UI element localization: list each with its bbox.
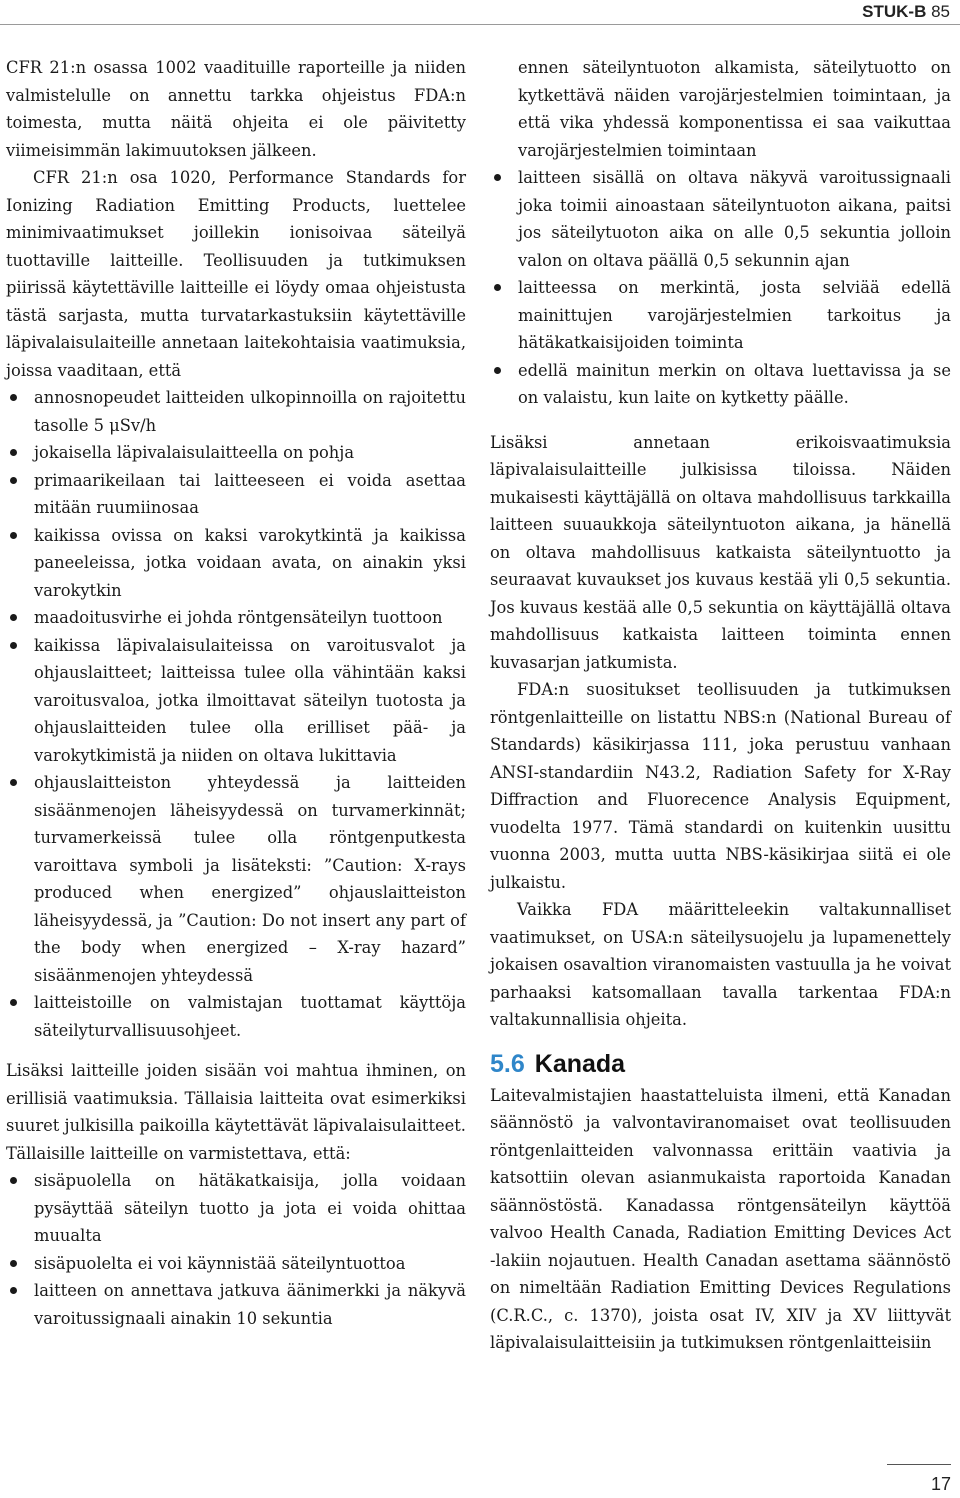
header-page-ref: 85 (931, 2, 950, 21)
paragraph: Lisäksi laitteille joiden sisään voi mahtua ihminen, on erillisiä vaatimuksia. Tällaisia laitteita ovat esimerkiksi suuret julkisilla paikoilla käytettävät läpivalaisulaitteet. Tällaisille laitteille on varmistettava, että: (6, 1061, 466, 1163)
list-item: jokaisella läpivalaisulaitteella on pohja (6, 439, 466, 467)
list-item: annosnopeudet laitteiden ulkopinnoilla on rajoitettu tasolle 5 μSv/h (6, 384, 466, 439)
section-title: Kanada (534, 1049, 626, 1078)
bullet-list (6, 384, 466, 1044)
list-item: ohjauslaitteiston yhteydessä ja laitteiden sisäänmenojen läheisyydessä on turvamerkinnät; turvamerkeissä tulee olla röntgenputkesta varoittava symboli ja lisäteksti: ”Caution: X-rays produced when energized” ohjauslaitteiston läheisyydessä, ja ”Caution: Do not insert any part of the body when energized – X-ray hazard” sisäänmenojen yhteydessä (6, 769, 466, 989)
list-item: primaarikeilaan tai laitteeseen ei voida asettaa mitään ruumiinosaa (6, 467, 466, 522)
section-number: 5.6 (490, 1049, 525, 1078)
paragraph: FDA:n suositukset teollisuuden ja tutkimuksen röntgenlaitteille on listattu NBS:n (National Bureau of Standards) käsikirjassa 111, joka perustuu vanhaan ANSI-standardiin N43.2, Radiation Safety for X-Ray Diffraction and Fluorecence Analysis Equipment, vuodelta 1977. Tämä standardi on kuitenkin uusittu vuonna 2003, mutta uutta NBS-käsikirjaa siitä ei ole julkaistu. (490, 680, 951, 892)
paragraph: Lisäksi annetaan erikoisvaatimuksia läpivalaisulaitteille julkisissa tiloissa. Näiden mukaisesti käyttäjällä on oltava mahdollisuus tarkkailla laitteen suuaukkoja säteilyntuoton aikana, ja hänellä on oltava mahdollisuus katkaista säteilyntuotto ja seuraavat kuvaukset jos kuvaus kestää yli 0,5 sekuntia. Jos kuvaus kestää alle 0,5 sekuntia on käyttäjällä oltava mahdollisuus katkaista laitteen toiminta ennen kuvasarjan jatkumista. (490, 432, 951, 672)
paragraph: Laitevalmistajien haastatteluista ilmeni, että Kanadan säännöstö ja valvontaviranomaiset ovat teollisuuden röntgenlaitteiden valvonnassa erittäin vaativia ja katsottiin olevan asianmukaista raportoida Kanadan säännöstöstä. Kanadassa röntgensäteilyn käyttöä valvoo Health Canada, Radiation Emitting Devices Act -lakiin nojautuen. Health Canadan asettama säännöstö on nimeltään Radiation Emitting Devices Regulations (C.R.C., c. 1370), joista osat IV, XIV ja XV liittyvät läpivalaisulaitteisiin ja tutkimuksen röntgenlaitteisiin (490, 1085, 951, 1352)
list-item: sisäpuolella on hätäkatkaisija, jolla voidaan pysäyttää säteilyn tuotto ja jota ei voida ohittaa muualta (6, 1167, 466, 1250)
list-item: maadoitusvirhe ei johda röntgensäteilyn tuottoon (6, 604, 466, 632)
list-item: kaikissa läpivalaisulaiteissa on varoitusvalot ja ohjauslaitteet; laitteissa tulee olla vähintään kaksi varoitusvaloa, jotka ilmoittavat säteilyn tuotosta ja ohjauslaitteiden tulee olla erilliset pää- ja varokytkimistä ja niiden on oltava lukittavia (6, 632, 466, 770)
list-item: laitteen sisällä on oltava näkyvä varoitussignaali joka toimii ainoastaan säteilyntuoton aikana, paitsi jos säteilytuoton aika on alle 0,5 sekuntia jolloin valon on oltava päällä 0,5 sekunnin ajan (490, 164, 951, 274)
list-item: laitteessa on merkintä, josta selviää edellä mainittujen varojärjestelmien tarkoitus ja hätäkatkaisijoiden toiminta (490, 274, 951, 357)
running-header (0, 0, 960, 25)
footer-rule (887, 1464, 951, 1465)
paragraph: Vaikka FDA määritteleekin valtakunnalliset vaatimukset, on USA:n säteilysuojelu ja lupamenettely jokaisen osavaltion viranomaisten vastuulla ja he voivat parhaaksi katsomallaan tavalla tarkentaa FDA:n valtakunnallisia ohjeita. (490, 900, 951, 1029)
list-item: kaikissa ovissa on kaksi varokytkintä ja kaikissa paneeleissa, jotka voidaan avata, on ainakin yksi varokytkin (6, 522, 466, 605)
section-heading (490, 1048, 951, 1080)
paragraph: CFR 21:n osa 1020, Performance Standards for Ionizing Radiation Emitting Products, luettelee minimivaatimukset joillekin ionisoivaa säteilyä tuottaville laitteille. Teollisuuden ja tutkimuksen piirissä käytettäville laitteille ei löydy omaa ohjeistusta tästä sarjasta, mutta turvatarkastuksiin käytettäville läpivalaisulaiteille annetaan laitekohtaisia vaatimuksia, joissa vaaditaan, että (6, 168, 466, 380)
list-item: edellä mainitun merkin on oltava luettavissa ja se on valaistu, kun laite on kytketty päälle. (490, 357, 951, 412)
list-item: laitteen on annettava jatkuva äänimerkki ja näkyvä varoitussignaali ainakin 10 sekuntia (6, 1277, 466, 1332)
publisher-label: STUK-B (862, 2, 927, 21)
list-item: sisäpuolelta ei voi käynnistää säteilyntuottoa (6, 1250, 466, 1278)
list-item-continuation: ennen säteilyntuoton alkamista, säteilytuotto on kytkettävä näiden varojärjestelmien toimintaan, ja että vika yhdessä komponentissa ei saa vaikuttaa varojärjestelmien toimintaan (518, 58, 951, 160)
right-column (490, 54, 951, 1357)
page-number: 17 (930, 1474, 951, 1494)
paragraph: CFR 21:n osassa 1002 vaadituille raporteille ja niiden valmistelulle on annettu tarkka ohjeistus FDA:n toimesta, mutta näitä ohjeita ei ole päivitetty viimeisimmän lakimuutoksen jälkeen. (6, 58, 466, 160)
bullet-list (490, 164, 951, 412)
bullet-list (6, 1167, 466, 1332)
running-header-label (862, 2, 950, 22)
list-item: laitteistoille on valmistajan tuottamat käyttöja säteilyturvallisuusohjeet. (6, 989, 466, 1044)
left-column (6, 54, 466, 1332)
